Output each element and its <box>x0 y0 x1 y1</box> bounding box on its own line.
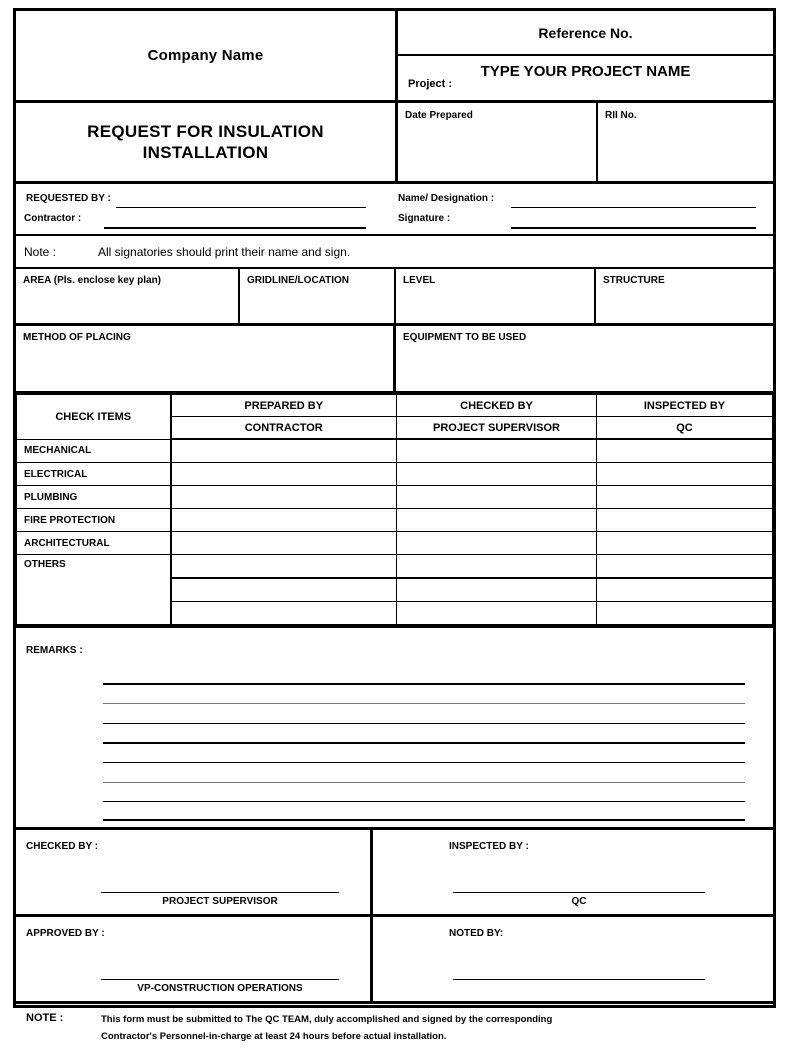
check-item-prepared-others-2[interactable] <box>171 578 397 602</box>
approved-by-title: APPROVED BY : <box>26 928 105 939</box>
form-sheet <box>13 8 776 1042</box>
table-row <box>17 463 773 486</box>
approved-by-signature-line[interactable] <box>101 979 339 980</box>
remarks-line-3[interactable] <box>103 723 745 724</box>
method-equipment-row <box>16 323 773 391</box>
date-prepared-label: Date Prepared <box>405 110 473 121</box>
signatory-note-text: All signatories should print their name and sign. <box>98 244 351 259</box>
check-item-inspected-mechanical[interactable] <box>597 439 773 463</box>
check-item-checked-fire-protection[interactable] <box>397 509 597 532</box>
check-item-checked-mechanical[interactable] <box>397 439 597 463</box>
name-designation-input[interactable] <box>511 207 756 208</box>
structure-label: STRUCTURE <box>603 275 665 286</box>
project-label: Project : <box>408 78 453 90</box>
remarks-line-6[interactable] <box>103 782 745 783</box>
requested-by-label: REQUESTED BY : <box>26 193 111 204</box>
noted-by-signature-line[interactable] <box>453 979 705 980</box>
check-item-prepared-plumbing[interactable] <box>171 486 397 509</box>
signature-label: Signature : <box>398 213 451 224</box>
check-items-header: CHECK ITEMS <box>17 395 171 440</box>
check-items-header-row-top <box>17 395 773 417</box>
checked-by-header: CHECKED BY <box>397 395 597 417</box>
inspected-by-block <box>373 830 773 914</box>
check-item-label-architectural: ARCHITECTURAL <box>17 532 171 555</box>
noted-by-title: NOTED BY: <box>449 928 504 939</box>
inspected-by-header: INSPECTED BY <box>597 395 773 417</box>
inspected-by-name: QC <box>571 896 587 907</box>
equipment-to-be-used-cell[interactable] <box>396 326 773 391</box>
check-item-prepared-electrical[interactable] <box>171 463 397 486</box>
qc-subheader: QC <box>597 417 773 440</box>
check-item-label-others: OTHERS <box>17 555 171 625</box>
title-row <box>16 100 773 181</box>
check-item-prepared-fire-protection[interactable] <box>171 509 397 532</box>
check-item-checked-plumbing[interactable] <box>397 486 597 509</box>
check-item-label-fire-protection: FIRE PROTECTION <box>17 509 171 532</box>
footer-note-label: NOTE : <box>26 1012 64 1024</box>
check-item-prepared-others-1[interactable] <box>171 555 397 579</box>
method-of-placing-cell[interactable] <box>16 326 396 391</box>
remarks-line-1[interactable] <box>103 683 745 685</box>
form-title <box>87 121 324 164</box>
area-label: AREA (Pls. enclose key plan) <box>23 275 162 286</box>
date-prepared-field[interactable] <box>398 103 598 181</box>
approved-by-block <box>16 917 373 1001</box>
check-items-table <box>16 391 773 625</box>
requested-by-input[interactable] <box>116 207 366 208</box>
form-title-line-1: REQUEST FOR INSULATION <box>87 121 324 141</box>
inspected-by-signature-line[interactable] <box>453 892 705 893</box>
checked-by-title: CHECKED BY : <box>26 841 99 852</box>
remarks-line-2[interactable] <box>103 703 745 704</box>
level-cell[interactable] <box>396 269 596 323</box>
gridline-location-label: GRIDLINE/LOCATION <box>247 275 350 286</box>
remarks-line-7[interactable] <box>103 801 745 802</box>
table-row <box>17 486 773 509</box>
company-name: Company Name <box>147 47 264 64</box>
footer-note-line-1: This form must be submitted to The QC TEAM, duly accomplished and signed by the corresponding <box>101 1014 553 1025</box>
check-item-inspected-others-2[interactable] <box>597 578 773 602</box>
area-cell[interactable] <box>16 269 240 323</box>
remarks-line-4[interactable] <box>103 742 745 744</box>
project-supervisor-subheader: PROJECT SUPERVISOR <box>397 417 597 440</box>
form-title-line-2: INSTALLATION <box>142 143 269 162</box>
requested-by-section <box>16 181 773 234</box>
checked-by-block <box>16 830 373 914</box>
noted-by-block <box>373 917 773 1001</box>
signatory-note-row <box>16 234 773 267</box>
header-block <box>16 11 773 100</box>
check-item-inspected-fire-protection[interactable] <box>597 509 773 532</box>
check-item-label-electrical: ELECTRICAL <box>17 463 171 486</box>
table-row <box>17 439 773 463</box>
check-item-prepared-mechanical[interactable] <box>171 439 397 463</box>
date-rii-cell <box>398 103 773 181</box>
contractor-subheader: CONTRACTOR <box>171 417 397 440</box>
check-item-checked-others-2[interactable] <box>397 578 597 602</box>
remarks-line-8[interactable] <box>103 819 745 821</box>
project-name-value[interactable]: TYPE YOUR PROJECT NAME <box>480 63 691 80</box>
table-row <box>17 555 773 579</box>
footer-note-line-2: Contractor's Personnel-in-charge at least 24 hours before actual installation. <box>101 1030 447 1042</box>
company-name-cell <box>16 11 398 100</box>
rii-no-field[interactable] <box>598 103 773 181</box>
rii-no-label: RII No. <box>605 110 637 121</box>
footer-note-section <box>16 1001 773 1051</box>
remarks-section <box>16 625 773 827</box>
table-row <box>17 509 773 532</box>
checked-by-signature-line[interactable] <box>101 892 339 893</box>
reference-project-cell <box>398 11 773 100</box>
check-item-label-plumbing: PLUMBING <box>17 486 171 509</box>
check-item-checked-others-3[interactable] <box>397 602 597 625</box>
structure-cell[interactable] <box>596 269 773 323</box>
checked-inspected-signature-row <box>16 827 773 914</box>
inspected-by-title: INSPECTED BY : <box>449 841 529 852</box>
level-label: LEVEL <box>403 275 436 286</box>
signatory-note-label: Note : <box>24 244 57 259</box>
check-item-inspected-electrical[interactable] <box>597 463 773 486</box>
signature-input[interactable] <box>511 227 756 229</box>
contractor-input[interactable] <box>104 227 366 229</box>
table-row <box>17 532 773 555</box>
footer-note-body <box>101 1012 763 1045</box>
gridline-location-cell[interactable] <box>240 269 396 323</box>
check-item-inspected-others-1[interactable] <box>597 555 773 579</box>
contractor-label: Contractor : <box>24 213 82 224</box>
check-item-inspected-others-3[interactable] <box>597 602 773 625</box>
checked-by-name: PROJECT SUPERVISOR <box>162 896 278 907</box>
check-item-prepared-others-3[interactable] <box>171 602 397 625</box>
project-row <box>398 56 773 100</box>
name-designation-label: Name/ Designation : <box>398 193 495 204</box>
equipment-to-be-used-label: EQUIPMENT TO BE USED <box>403 332 527 343</box>
check-item-label-mechanical: MECHANICAL <box>17 439 171 463</box>
area-row <box>16 267 773 323</box>
approved-by-name: VP-CONSTRUCTION OPERATIONS <box>137 983 303 994</box>
check-item-checked-electrical[interactable] <box>397 463 597 486</box>
remarks-line-5[interactable] <box>103 762 745 763</box>
approved-noted-signature-row <box>16 914 773 1001</box>
check-item-checked-architectural[interactable] <box>397 532 597 555</box>
check-item-inspected-plumbing[interactable] <box>597 486 773 509</box>
remarks-label: REMARKS : <box>26 645 83 656</box>
method-of-placing-label: METHOD OF PLACING <box>23 332 131 343</box>
form-title-cell <box>16 103 398 181</box>
prepared-by-header: PREPARED BY <box>171 395 397 417</box>
check-item-inspected-architectural[interactable] <box>597 532 773 555</box>
check-item-checked-others-1[interactable] <box>397 555 597 579</box>
check-item-prepared-architectural[interactable] <box>171 532 397 555</box>
reference-no-label: Reference No. <box>398 11 773 56</box>
